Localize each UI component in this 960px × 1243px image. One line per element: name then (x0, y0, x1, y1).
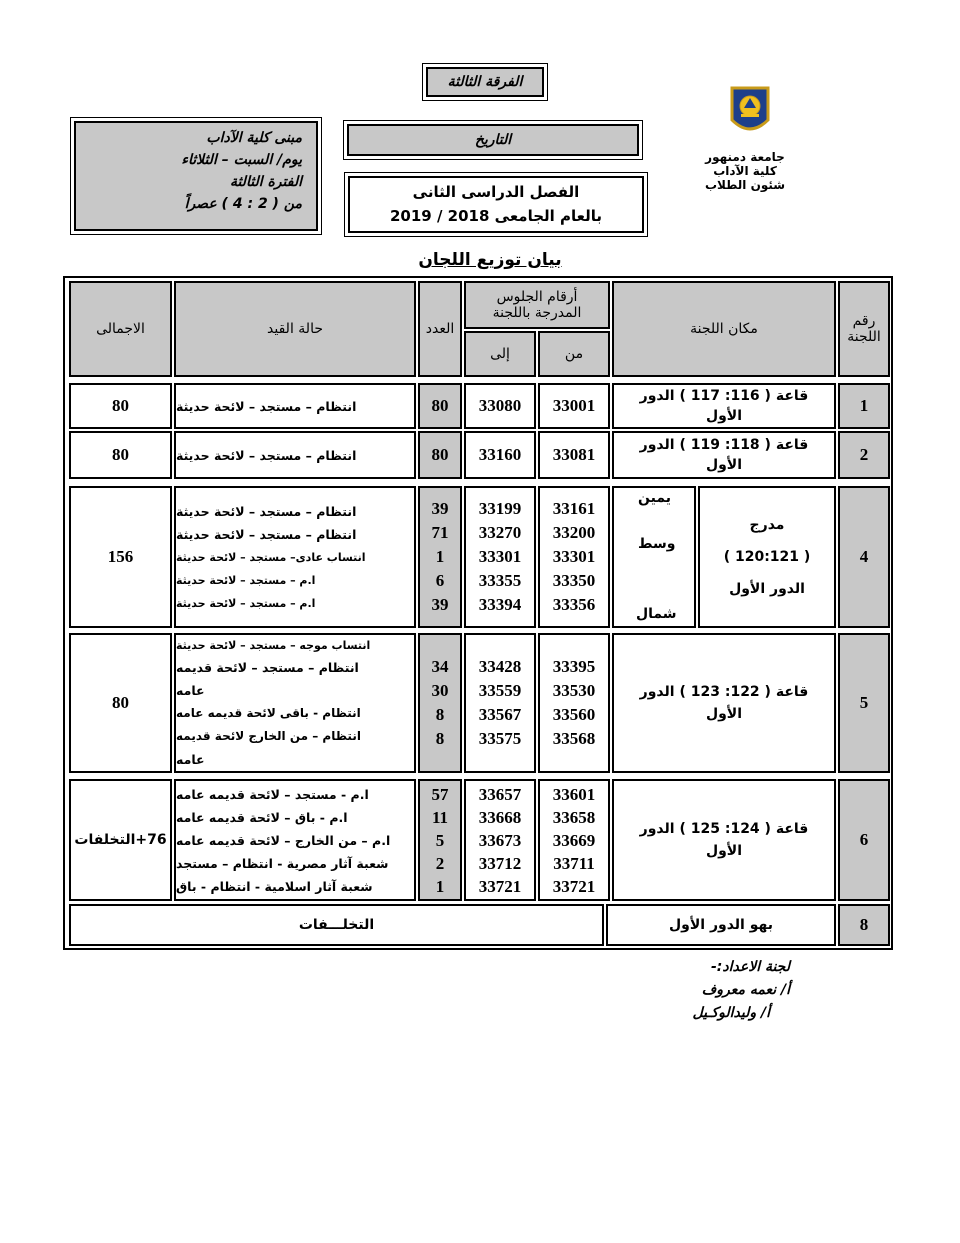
uni-line-1: جامعة دمنهور (705, 150, 785, 164)
row-4-from-4: 33356 (552, 595, 596, 614)
row-8-status: التخلـــفات (69, 904, 604, 946)
row-1-location: قاعة ( 116: 117 ) الدور الأول (612, 383, 836, 429)
header-total: الاجمالى (69, 281, 172, 377)
row-5-count-0: 34 (431, 657, 449, 676)
row-5-to-0: 33428 (478, 657, 522, 676)
row-5-location: قاعة ( 122: 123 ) الدور الأول (612, 633, 836, 773)
row-4-status (174, 486, 416, 628)
row-5-count-2: 8 (435, 705, 445, 724)
year-label: الفرقة الثالثة (426, 67, 544, 97)
header-seats-2: المدرجة باللجنة (492, 305, 582, 321)
row-5-count-3: 8 (435, 729, 445, 748)
row-4-section-middle: وسط (638, 536, 676, 552)
committee-member-2: أ/ وليدالوكـيل (692, 1005, 770, 1021)
row-4-count-4: 39 (431, 595, 449, 614)
row-4-section-left: شمال (636, 606, 677, 622)
row-1-count-0: 80 (431, 396, 449, 415)
row-4-count-2: 1 (435, 547, 445, 566)
row-5-from-2: 33560 (552, 705, 596, 724)
row-1-status (174, 383, 416, 429)
row-2-total: 80 (69, 431, 172, 479)
header-seats-1: أرقام الجلوس (496, 289, 578, 305)
row-1-to-0: 33080 (478, 396, 522, 415)
row-4-location-1: مدرج (749, 517, 785, 533)
row-5-count-1: 30 (431, 681, 449, 700)
row-5-from-0: 33395 (552, 657, 596, 676)
row-6-to-0: 33657 (478, 784, 522, 804)
uni-line-2: كلية الآداب (713, 164, 777, 178)
row-8-location: بهو الدور الأول (606, 904, 836, 946)
row-5-total: 80 (69, 633, 172, 773)
row-4-from-3: 33350 (552, 571, 596, 590)
header-seats (464, 281, 610, 329)
row-2-count-0: 80 (431, 445, 449, 464)
row-4-to-0: 33199 (478, 499, 522, 518)
row-6-status-0: ا.م - مستجد – لائحة قديمه عامه (176, 786, 369, 802)
row-1-from (538, 383, 610, 429)
row-6-count-0: 57 (431, 784, 449, 804)
row-1-to (464, 383, 536, 429)
row-6-count-3: 2 (435, 853, 445, 873)
row-4-location-2: ( 120:121 ) (723, 549, 811, 565)
row-4-from-1: 33200 (552, 523, 596, 542)
row-5-to-3: 33575 (478, 729, 522, 748)
row-6-location: قاعة ( 124: 125 ) الدور الأول (612, 779, 836, 901)
row-4-location (698, 486, 836, 628)
row-4-sections (612, 486, 696, 628)
row-6-from-3: 33711 (553, 853, 595, 873)
row-6-count-4: 1 (435, 876, 445, 896)
row-4-no: 4 (838, 486, 890, 628)
row-4-location-3: الدور الأول (729, 581, 805, 597)
row-6-to-3: 33712 (478, 853, 522, 873)
row-2-count (418, 431, 462, 479)
row-5-status-5: عامه (176, 751, 205, 767)
header-committee-no-2: اللجنة (847, 329, 881, 345)
row-4-from (538, 486, 610, 628)
row-2-from (538, 431, 610, 479)
header-count: العدد (418, 281, 462, 377)
row-2-location: قاعة ( 118: 119 ) الدور الأول (612, 431, 836, 479)
row-6-count (418, 779, 462, 901)
row-8-no: 8 (838, 904, 890, 946)
header-to: إلى (464, 331, 536, 377)
row-6-status-1: ا.م - باق – لائحة قديمه عامه (176, 809, 348, 825)
date-label: التاريخ (347, 124, 639, 156)
row-4-count-0: 39 (431, 499, 449, 518)
row-6-from-0: 33601 (552, 784, 596, 804)
uni-line-3: شئون الطلاب (704, 178, 786, 192)
row-5-status-0: انتساب موجه – مستجد – لائحة حديثة (176, 638, 371, 652)
row-4-status-2: انتساب عادى– مستجد – لائحة حديثة (176, 550, 366, 564)
row-4-to-4: 33394 (478, 595, 522, 614)
row-4-total: 156 (69, 486, 172, 628)
row-4-count-1: 71 (431, 523, 449, 542)
header-status: حالة القيد (174, 281, 416, 377)
header-committee-no (838, 281, 890, 377)
row-5-to-2: 33567 (478, 705, 522, 724)
row-5-to-1: 33559 (478, 681, 522, 700)
row-1-from-0: 33001 (552, 396, 596, 415)
row-6-status (174, 779, 416, 901)
row-4-from-2: 33301 (552, 547, 596, 566)
row-6-to-4: 33721 (478, 876, 522, 896)
place-box (74, 121, 318, 231)
row-6-no: 6 (838, 779, 890, 901)
header-from: من (538, 331, 610, 377)
row-1-status-0: انتظام – مستجد – لائحة حديثة (176, 398, 357, 414)
place-line-1: مبنى كلية الآداب (206, 130, 302, 146)
header-location: مكان اللجنة (612, 281, 836, 377)
row-5-status-4: انتظام – من الخارج لائحة قديمه (176, 728, 361, 743)
preparation-committee (640, 956, 790, 1025)
row-4-count (418, 486, 462, 628)
row-6-status-4: شعبة آثار اسلامية - انتظام - باق (176, 878, 373, 894)
university-block (690, 150, 800, 192)
row-1-total: 80 (69, 383, 172, 429)
row-6-from-4: 33721 (552, 876, 596, 896)
row-5-from-1: 33530 (552, 681, 596, 700)
row-2-status (174, 431, 416, 479)
row-5-count (418, 633, 462, 773)
row-1-count (418, 383, 462, 429)
row-4-to (464, 486, 536, 628)
row-4-to-3: 33355 (478, 571, 522, 590)
university-emblem-icon (728, 84, 772, 140)
row-6-from-2: 33669 (552, 830, 596, 850)
row-6-count-2: 5 (435, 830, 445, 850)
row-4-count-3: 6 (435, 571, 445, 590)
row-5-status-3: انتظام - باقى لائحة قديمه عامه (176, 705, 361, 720)
row-6-to-2: 33673 (478, 830, 522, 850)
row-6-from (538, 779, 610, 901)
row-5-status-1: انتظام – مستجد – لائحة قديمه (176, 659, 359, 675)
row-6-to (464, 779, 536, 901)
row-6-status-3: شعبة آثار مصرية - انتظام – مستجد (176, 855, 389, 871)
row-5-status-2: عامه (176, 682, 205, 698)
row-4-status-0: انتظام – مستجد – لائحة حديثة (176, 503, 357, 519)
row-4-status-4: ا.م – مستجد – لائحة حديثة (176, 596, 316, 610)
row-2-from-0: 33081 (552, 445, 596, 464)
row-1-no: 1 (838, 383, 890, 429)
row-4-status-1: انتظام – مستجد – لائحة حديثة (176, 526, 357, 542)
committee-label: لجنة الاعداد:- (710, 959, 790, 975)
term-box (348, 176, 644, 233)
row-2-status-0: انتظام – مستجد – لائحة حديثة (176, 447, 357, 463)
term-line-1: الفصل الدراسى الثانى (412, 183, 580, 201)
row-6-status-2: ا.م – من الخارج – لائحة قديمه عامه (176, 832, 391, 848)
row-5-no: 5 (838, 633, 890, 773)
row-6-count-1: 11 (431, 807, 449, 827)
place-line-2: يوم/ السبت – الثلاثاء (181, 152, 302, 168)
row-5-to (464, 633, 536, 773)
row-5-from-3: 33568 (552, 729, 596, 748)
place-line-3: الفترة الثالثة (229, 174, 302, 190)
row-6-total: 76+التخلفات (69, 779, 172, 901)
row-4-status-3: ا.م – مستجد – لائحة حديثة (176, 573, 316, 587)
row-4-section-right: يمين (638, 490, 671, 506)
header-committee-no-1: رقم (852, 313, 876, 329)
row-4-to-1: 33270 (478, 523, 522, 542)
row-6-to-1: 33668 (478, 807, 522, 827)
committee-member-1: أ/ نعمه معروف (701, 982, 790, 998)
place-line-4: من ( 2 : 4 ) عصراً (184, 196, 302, 212)
term-line-2: بالعام الجامعى 2018 / 2019 (389, 207, 603, 225)
row-5-status (174, 633, 416, 773)
row-4-to-2: 33301 (478, 547, 522, 566)
row-2-to-0: 33160 (478, 445, 522, 464)
row-2-no: 2 (838, 431, 890, 479)
row-2-to (464, 431, 536, 479)
row-6-from-1: 33658 (552, 807, 596, 827)
row-4-from-0: 33161 (552, 499, 596, 518)
row-5-from (538, 633, 610, 773)
page-title: بيان توزيع اللجان (418, 250, 562, 270)
